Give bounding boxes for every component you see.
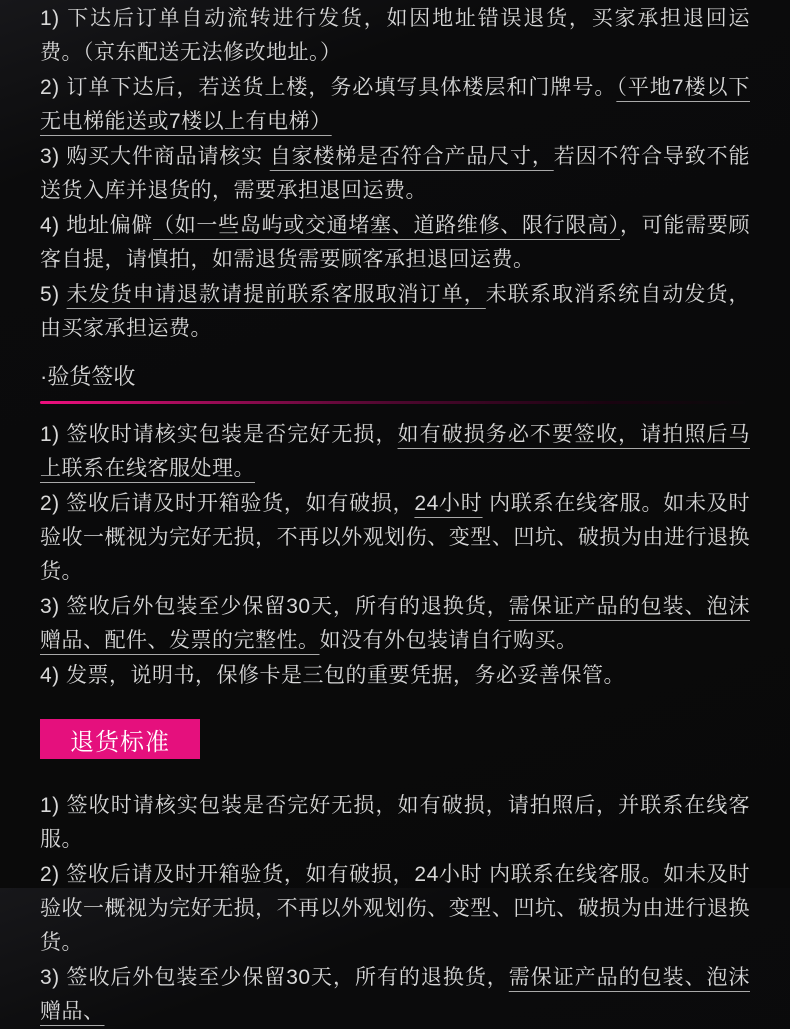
plain-text: 2) 签收后请及时开箱验货，如有破损， xyxy=(40,492,415,515)
plain-text: 5) xyxy=(40,283,67,306)
underlined-text: 需保证产品的包装、泡沫赠品、配件、发票的完整性。 xyxy=(40,595,750,652)
underlined-text: 如有破损务必不要签收，请拍照后马上联系在线客服处理。 xyxy=(40,423,750,480)
inspection-section-heading: ·验货签收 xyxy=(40,364,136,389)
note-item xyxy=(40,140,750,208)
plain-text: 3) 签收后外包装至少保留30天，所有的退换货， xyxy=(40,966,509,989)
note-item xyxy=(40,487,750,589)
shipping-notes-list xyxy=(40,2,750,346)
plain-text: 2) 订单下达后，若送货上楼，务必填写具体楼层和门牌号。 xyxy=(40,76,617,99)
underlined-text: 需保证产品的包装、泡沫赠品、 xyxy=(40,966,750,1023)
note-item xyxy=(40,209,750,277)
return-standard-heading-badge: 退货标准 xyxy=(40,719,200,759)
note-item xyxy=(40,278,750,346)
note-item xyxy=(40,961,750,1029)
underlined-text: 未发货申请退款请提前联系客服取消订单， xyxy=(66,283,486,306)
underlined-text: 自家楼梯是否符合产品尺寸， xyxy=(269,145,554,168)
plain-text: 3) 签收后外包装至少保留30天，所有的退换货， xyxy=(40,595,509,618)
note-item xyxy=(40,418,750,486)
plain-text: 4) 地址偏僻 xyxy=(40,214,154,237)
return-standard-notes-list xyxy=(40,789,750,1029)
note-item xyxy=(40,659,750,693)
underlined-text: （如一些岛屿或交通堵塞、道路维修、限行限高） xyxy=(153,214,620,237)
plain-text: 1) 签收时请核实包装是否完好无损，如有破损，请拍照后，并联系在线客服。 xyxy=(40,794,750,851)
plain-text: 如没有外包装请自行购买。 xyxy=(319,629,578,652)
inspection-notes-list xyxy=(40,418,750,693)
plain-text: 1) 签收时请核实包装是否完好无损， xyxy=(40,423,398,446)
note-item xyxy=(40,71,750,139)
plain-text: 2) 签收后请及时开箱验货，如有破损，24小时 内联系在线客服。如未及时验收一概视为完好无损，不再以外观划伤、变型、凹坑、破损为由进行退换货。 xyxy=(40,863,750,954)
plain-text: 未联系取消系统自动发货，由买家承担运费。 xyxy=(40,283,750,340)
note-item xyxy=(40,590,750,658)
note-item xyxy=(40,2,750,70)
plain-text: 1) 下达后订单自动流转进行发货，如因地址错误退货，买家承担退回运费。（京东配送无法修改地址。） xyxy=(40,7,750,64)
pink-gradient-divider xyxy=(40,401,750,404)
plain-text: 若因不符合导致不能送货入库并退货的，需要承担退回运费。 xyxy=(40,145,751,202)
underlined-text: （平地7楼以下无电梯能送或7楼以上有电梯） xyxy=(40,76,750,133)
plain-text: 3) 购买大件商品请核实 xyxy=(40,145,270,168)
note-item xyxy=(40,789,750,857)
underlined-text: 24小时 xyxy=(414,492,483,515)
plain-text: 4) 发票，说明书，保修卡是三包的重要凭据，务必妥善保管。 xyxy=(40,664,626,687)
plain-text: 内联系在线客服。如未及时验收一概视为完好无损，不再以外观划伤、变型、凹坑、破损为由进行退换货。 xyxy=(40,492,750,583)
note-item xyxy=(40,858,750,960)
plain-text: ，可能需要顾客自提，请慎拍，如需退货需要顾客承担退回运费。 xyxy=(40,214,751,271)
